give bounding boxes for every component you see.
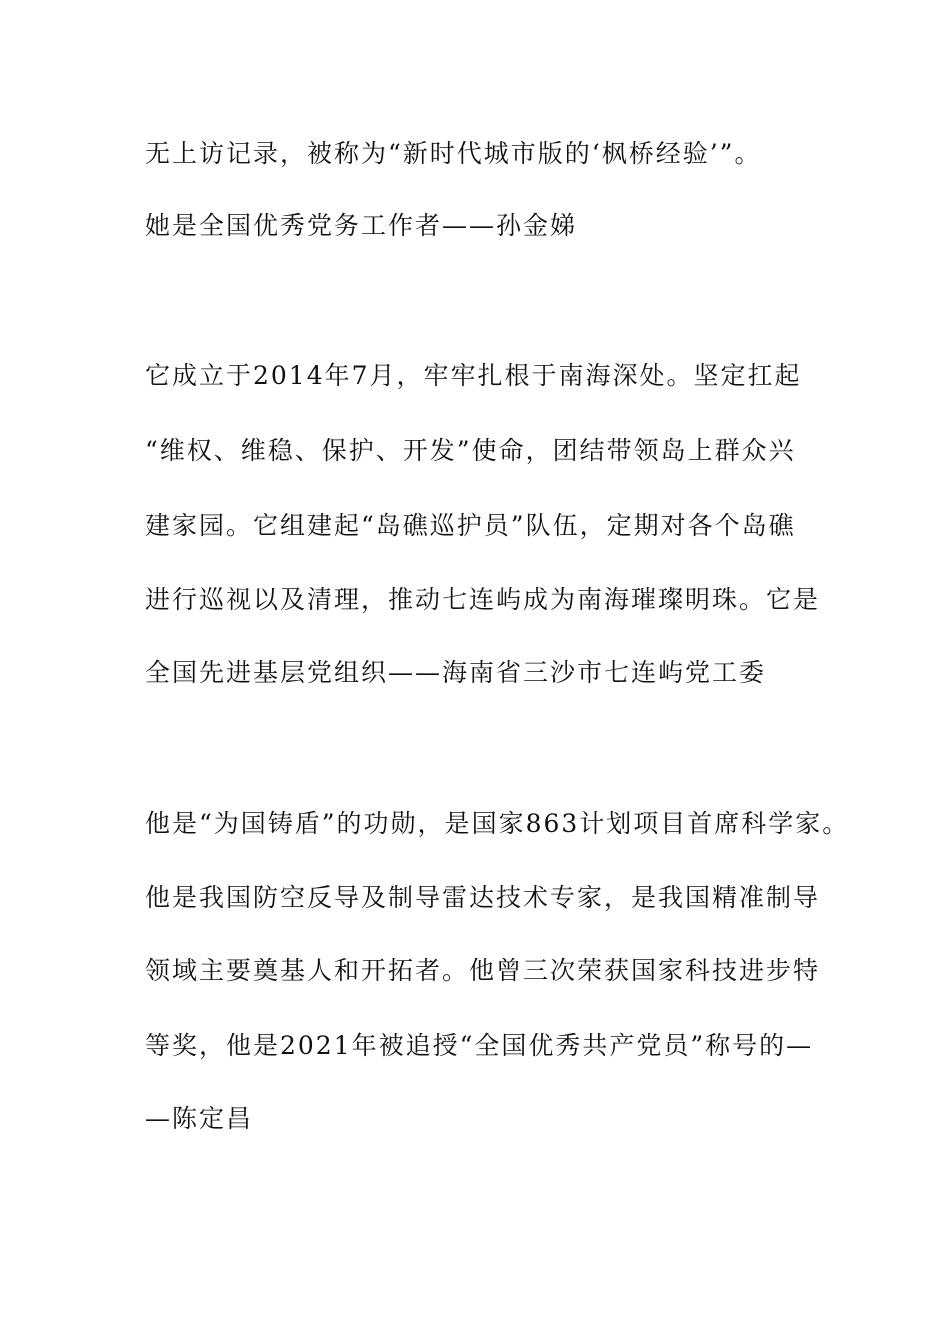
text-line: 全国先进基层党组织——海南省三沙市七连屿党工委 [145, 658, 767, 687]
text-line: —陈定昌 [145, 1104, 254, 1133]
text-line: 建家园。它组建起“岛礁巡护员”队伍，定期对各个岛礁 [145, 511, 796, 540]
text-line: 他是我国防空反导及制导雷达技术专家，是我国精准制导 [145, 883, 821, 912]
text-line: 无上访记录，被称为“新时代城市版的‘枫桥经验’”。 [145, 139, 762, 168]
text-line: 她是全国优秀党务工作者——孙金娣 [145, 211, 578, 240]
text-line: 它成立于2014年7月，牢牢扎根于南海深处。坚定扛起 [145, 361, 802, 390]
text-line: “维权、维稳、保护、开发”使命，团结带领岛上群众兴 [145, 436, 796, 465]
text-line: 他是“为国铸盾”的功勋，是国家863计划项目首席科学家。 [145, 809, 850, 838]
text-line: 等奖，他是2021年被追授“全国优秀共产党员”称号的— [145, 1031, 814, 1060]
text-line: 领域主要奠基人和开拓者。他曾三次荣获国家科技进步特 [145, 956, 821, 985]
text-line: 进行巡视以及清理，推动七连屿成为南海璀璨明珠。它是 [145, 585, 821, 614]
